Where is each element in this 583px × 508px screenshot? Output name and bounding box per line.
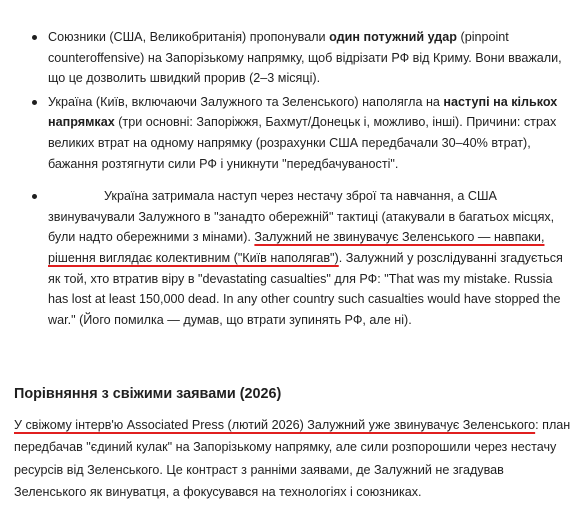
text-span: Україна (Київ, включаючи Залужного та Зеленського) наполягла на	[48, 94, 444, 109]
bold-span: наступі на кількох напрямках	[48, 94, 558, 130]
text-span: Союзники (США, Великобританія) пропонували	[48, 30, 330, 44]
bullet-text	[48, 186, 575, 330]
highlighted-span: У свіжому інтерв'ю Associated Press (лютий 2026) Залужний уже звинувачує Зеленського	[14, 418, 536, 432]
bullet-item-1	[0, 27, 583, 89]
highlighted-span: Залужний не звинувачує Зеленського — навпаки, рішення виглядає колективним ("Київ наполягав")	[48, 230, 545, 265]
bullet-item-3	[0, 186, 583, 330]
bullet-text	[48, 27, 575, 89]
text-span: Україна затримала наступ через нестачу зброї та навчання, а США звинувачували Залужного в "занадто обережній" тактиці (атакували в багатьох місцях, були надто обережними з мінами).	[48, 189, 555, 245]
bullet-list	[0, 27, 583, 333]
text-span: (pinpoint counteroffensive) на Запорізькому напрямку, щоб відрізати РФ від Криму. Вони вважали, що це дозволить швидкий прорив (2–3 місяці).	[48, 30, 562, 86]
bullet-item-2	[0, 92, 583, 174]
text-span: (три основні: Запоріжжя, Бахмут/Донецьк і, можливо, інші). Причини: страх великих втрат на одному напрямку (розрахунки США передбачали 30–40% втрат), бажання розтягнути сили РФ і уникнути "передбачуваності".	[48, 115, 557, 171]
section-heading: Порівняння з свіжими заявами (2026)	[14, 386, 282, 402]
text-span: . Залужний у розслідуванні згадується як той, хто втратив віру в "devastating casualties" для РФ: "That was my mistake. Russia has lost at least 150,000 dead. In any other country such casualties would have stopped the war." (Його помилка — думав, що втрати зупинять РФ, але ні).	[48, 250, 563, 327]
text-span: : план передбачав "єдиний кулак" на Запорізькому напрямку, але сили розпорошили через нестачу ресурсів від Зеленського. Це контраст з ранніми заявами, де Залужний не згадував Зеленського як винуватця, а фокусувався на технологіях і союзниках.	[14, 418, 571, 500]
section-paragraph	[14, 414, 576, 504]
bold-span: один потужний удар	[329, 30, 457, 44]
bullet-text	[48, 92, 575, 174]
